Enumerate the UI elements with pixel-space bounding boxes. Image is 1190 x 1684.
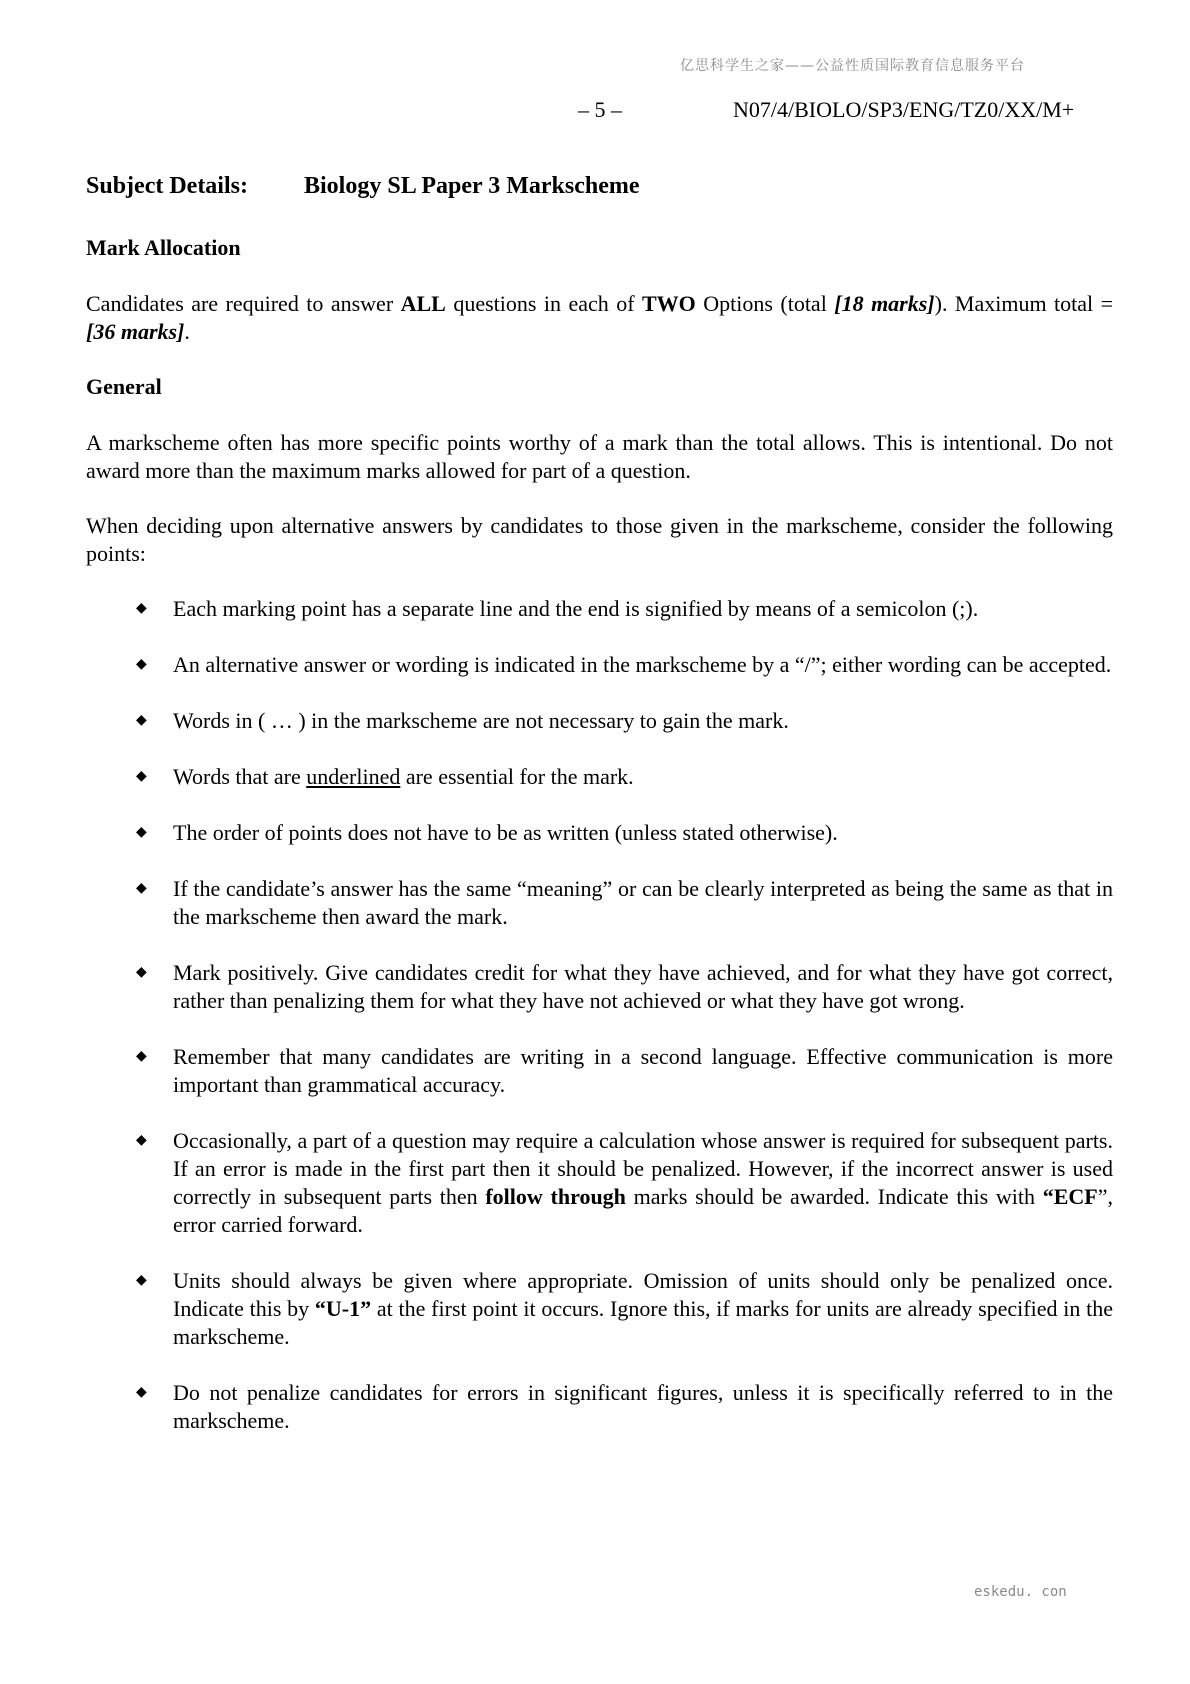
list-item: ◆ The order of points does not have to be as written (unless stated otherwise). (136, 820, 838, 845)
document-body (86, 172, 1113, 1463)
bullet-icon: ◆ (136, 825, 147, 840)
list-item: ◆ Occasionally, a part of a question may require a calculation whose answer is required for subsequent parts. If an error is made in the first part then it should be penalized. However, if the incorrect answer is used correctly in subsequent parts then follow through marks should be awarded. Indicate this with “ECF”, error carried forward. (136, 1128, 1113, 1237)
list-item: ◆ An alternative answer or wording is indicated in the markscheme by a “/”; either wording can be accepted. (136, 652, 1112, 677)
list-item: ◆ Words in ( … ) in the markscheme are not necessary to gain the mark. (136, 708, 789, 733)
list-item: ◆ Do not penalize candidates for errors in significant figures, unless it is specifically referred to in the markscheme. (136, 1380, 1113, 1433)
bullet-icon: ◆ (136, 713, 147, 728)
list-item: ◆ Mark positively. Give candidates credit for what they have achieved, and for what they have got correct, rather than penalizing them for what they have not achieved or what they have got wrong. (136, 960, 1113, 1013)
list-item: ◆ Units should always be given where appropriate. Omission of units should only be penalized once. Indicate this by “U-1” at the first point it occurs. Ignore this, if marks for units are already specified in the markscheme. (136, 1268, 1113, 1349)
marking-points-list (86, 595, 1113, 1435)
header-watermark: 亿思科学生之家——公益性质国际教育信息服务平台 (680, 58, 1025, 74)
bullet-icon: ◆ (136, 1049, 147, 1064)
subject-label: Subject Details: (86, 173, 248, 199)
bullet-icon: ◆ (136, 965, 147, 980)
bullet-icon: ◆ (136, 1273, 147, 1288)
document-code: N07/4/BIOLO/SP3/ENG/TZ0/XX/M+ (733, 97, 1075, 122)
footer-watermark: eskedu. con (974, 1584, 1067, 1600)
general-paragraph-2: When deciding upon alternative answers by candidates to those given in the markscheme, consider the following points: (86, 513, 1113, 566)
mark-allocation-text: Candidates are required to answer ALL questions in each of TWO Options (total [18 marks]). Maximum total = [36 marks]. (86, 291, 1114, 344)
list-item: ◆ Remember that many candidates are writing in a second language. Effective communication is more important than grammatical accuracy. (136, 1044, 1113, 1097)
bullet-icon: ◆ (136, 657, 147, 672)
list-item: ◆ Each marking point has a separate line and the end is signified by means of a semicolon (;). (136, 596, 979, 621)
bullet-icon: ◆ (136, 601, 147, 616)
page-number: – 5 – (578, 97, 622, 122)
bullet-icon: ◆ (136, 881, 147, 896)
mark-allocation-heading: Mark Allocation (86, 235, 241, 260)
subject-details (86, 172, 1113, 200)
bullet-icon: ◆ (136, 1133, 147, 1148)
general-heading: General (86, 374, 162, 399)
subject-value: Biology SL Paper 3 Markscheme (304, 173, 640, 199)
bullet-icon: ◆ (136, 1385, 147, 1400)
bullet-icon: ◆ (136, 769, 147, 784)
list-item: ◆ If the candidate’s answer has the same “meaning” or can be clearly interpreted as being the same as that in the markscheme then award the mark. (136, 876, 1113, 929)
general-paragraph-1: A markscheme often has more specific points worthy of a mark than the total allows. This is intentional. Do not award more than the maximum marks allowed for part of a question. (86, 430, 1113, 483)
list-item: ◆ Words that are underlined are essential for the mark. (136, 764, 634, 789)
